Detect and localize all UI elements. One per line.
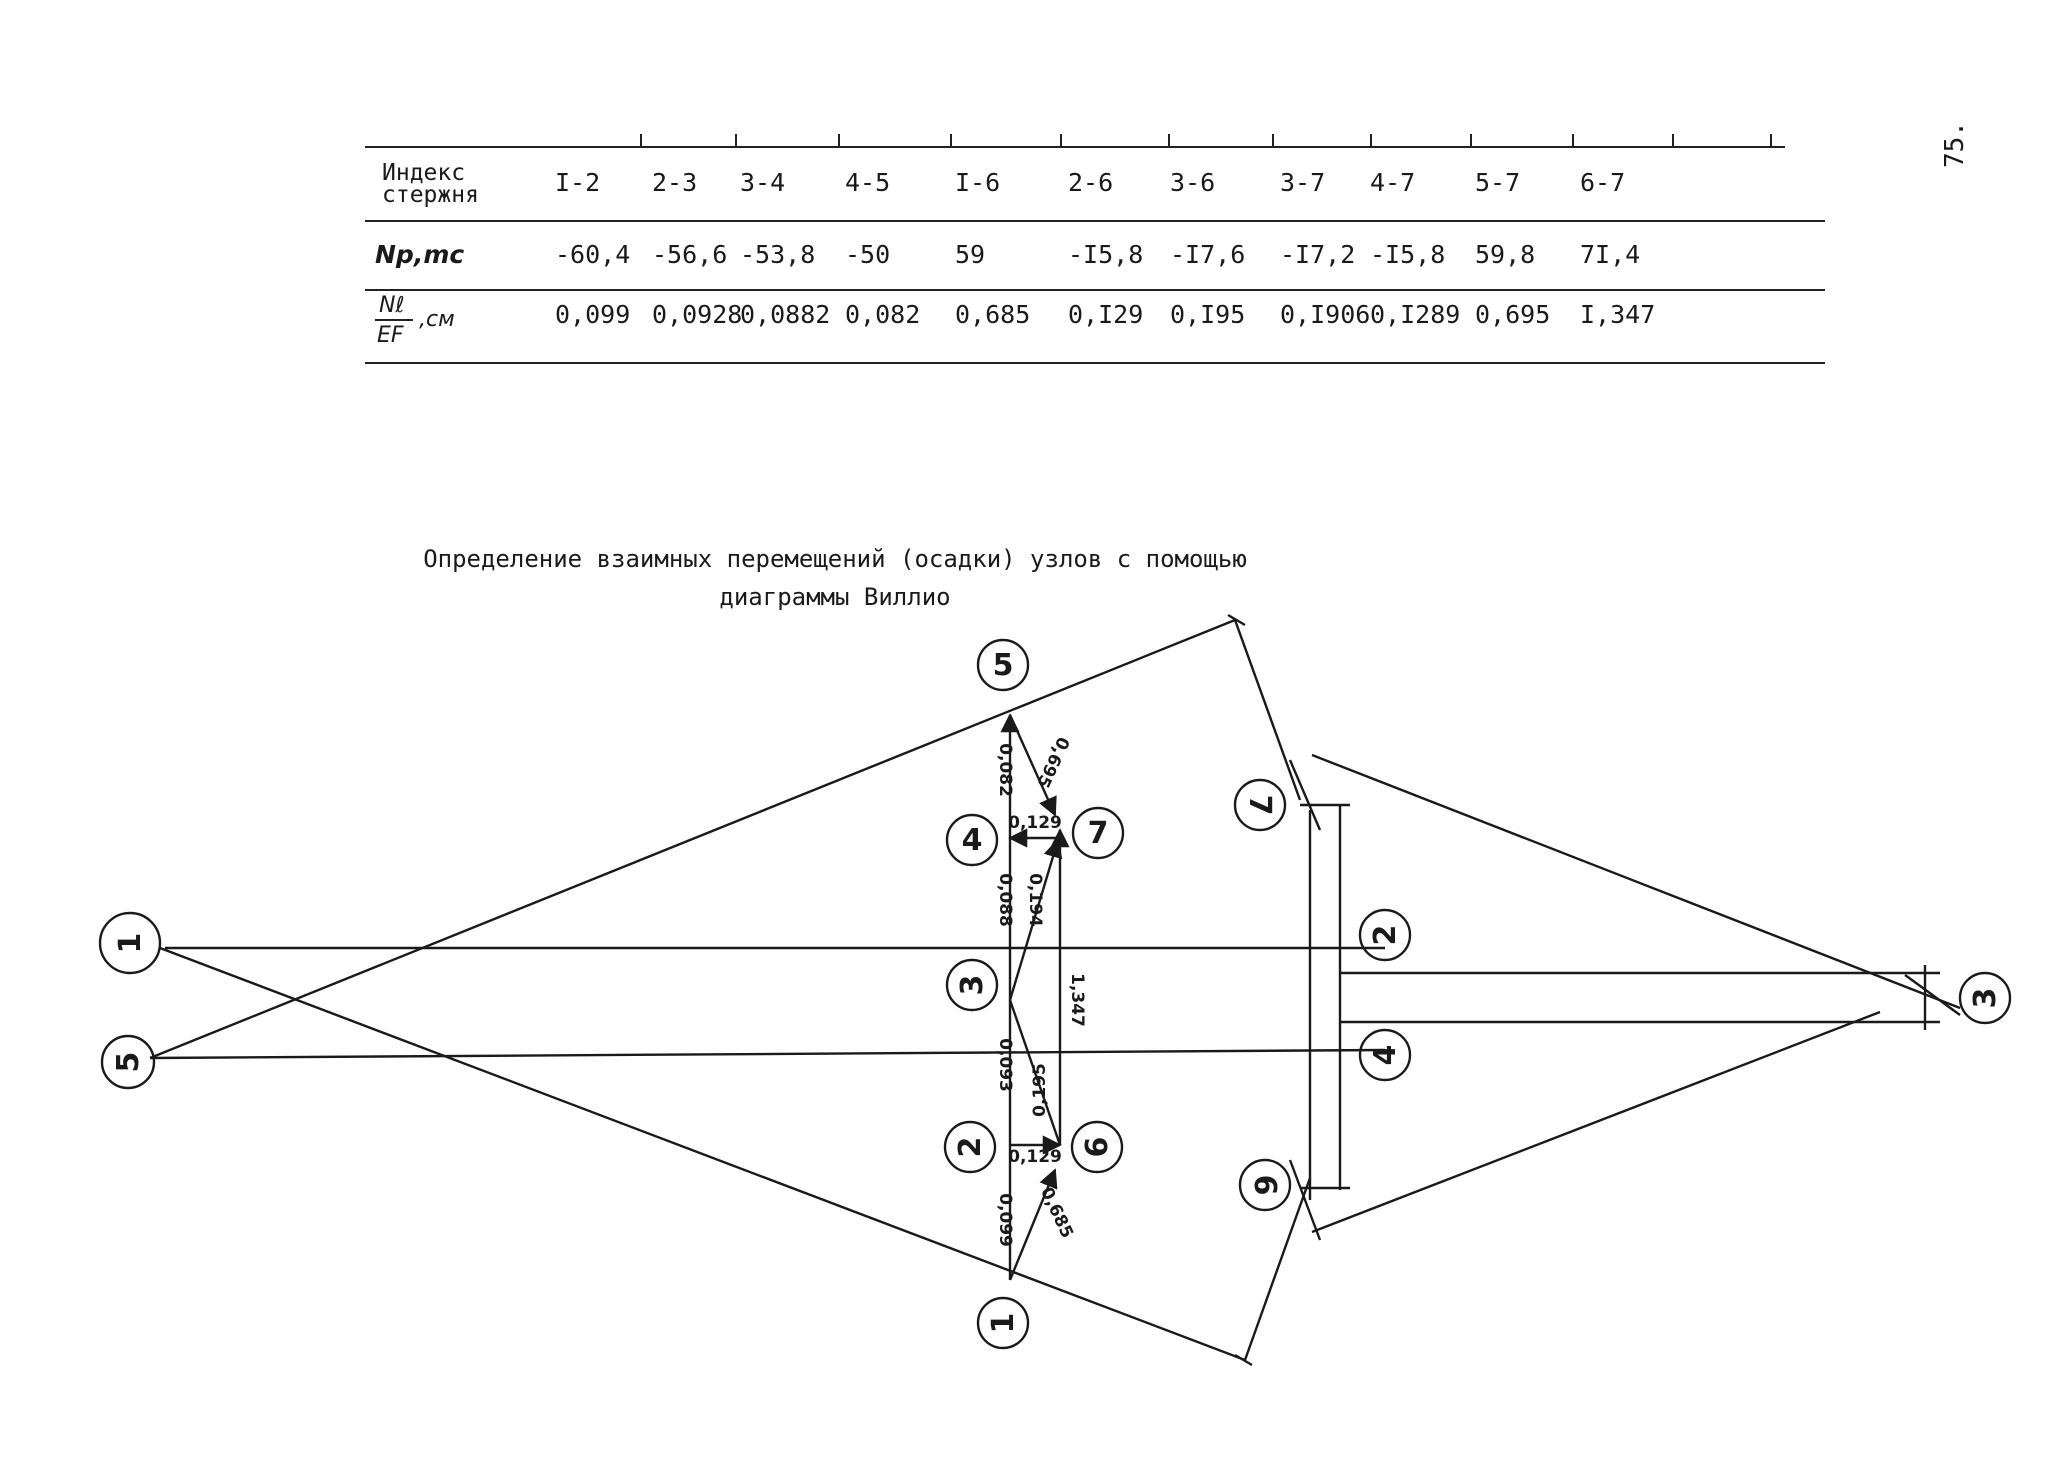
elongation-value: 0,I29 [1068,300,1144,329]
node-label-left-5: 5 [111,1051,146,1073]
value-label-2-3: 0,093 [995,1038,1015,1092]
force-value: 59,8 [1475,240,1536,269]
elongation-value: 0,099 [555,300,631,329]
column-header: I-6 [955,168,1001,197]
row-label-index-line2: стержня [382,182,479,208]
node-label-1: 1 [986,1312,1021,1334]
value-label-3-7: 0,194 [1025,873,1045,927]
node-label-right-2: 2 [1368,924,1403,946]
value-label-4-7: 0,129 [1008,813,1062,833]
rotation-line [1235,620,1300,800]
column-header: 2-3 [652,168,698,197]
force-value: -53,8 [740,240,816,269]
node-label-right-3: 3 [1968,987,2003,1009]
node-label-3: 3 [955,974,990,996]
value-label-3-4: 0,088 [995,873,1015,927]
node-label-4: 4 [961,823,983,858]
elongation-value: I,347 [1580,300,1656,329]
column-header: 3-7 [1280,168,1326,197]
value-label-2-6: 0,129 [1008,1147,1062,1167]
elong-numerator: Nℓ [379,293,405,318]
force-value: -I7,6 [1170,240,1246,269]
tick-line [1235,1355,1252,1365]
value-label-5-7: 0,695 [1032,733,1073,791]
title-line-2: диаграммы Виллио [719,583,951,611]
elongation-value: 0,I95 [1170,300,1246,329]
node-label-right-4: 4 [1368,1044,1403,1066]
node-label-7: 7 [1087,816,1109,851]
force-value: -I5,8 [1370,240,1446,269]
force-value: -50 [845,240,891,269]
displacement-line [150,1050,1385,1058]
column-header: 6-7 [1580,168,1626,197]
value-label-3-6: 0,195 [1030,1063,1050,1117]
elongation-value: 0,695 [1475,300,1551,329]
elongation-value: 0,082 [845,300,921,329]
tick-line [1290,1160,1320,1240]
force-value: -56,6 [652,240,728,269]
elongation-value: 0,685 [955,300,1031,329]
column-header: 4-7 [1370,168,1416,197]
node-label-5: 5 [992,648,1014,683]
node-label-right-6: 6 [1247,1174,1282,1196]
value-label-1-2: 0,099 [995,1193,1015,1247]
elongation-value: 0,0928 [652,300,743,329]
column-header: 2-6 [1068,168,1114,197]
value-label-4-5: 0,082 [995,743,1015,797]
force-value: -60,4 [555,240,631,269]
force-value: 59 [955,240,986,269]
row-label-force: Nр,mс [375,240,465,269]
column-header: 4-5 [845,168,891,197]
elong-denominator: EF [377,323,404,348]
elong-unit: ,см [419,307,455,332]
node-label-6: 6 [1080,1136,1115,1158]
elongation-value: 0,I906 [1280,300,1371,329]
rotation-line [1312,755,1960,1008]
value-label-6-7: 1,347 [1067,973,1087,1027]
node-label-right-7: 7 [1242,794,1277,816]
title-line-1: Определение взаимных перемещений (осадки) узлов с помощью [423,545,1247,573]
elongation-value: 0,I289 [1370,300,1461,329]
elongation-value: 0,0882 [740,300,831,329]
force-value: -I7,2 [1280,240,1356,269]
tick-line [1290,760,1320,830]
column-header: 3-6 [1170,168,1216,197]
value-label-1-6: 0,685 [1036,1184,1077,1242]
row-label-index-line1: Индекс [382,160,466,186]
tick-line [1905,975,1960,1015]
node-label-left-1: 1 [113,932,148,954]
column-header: 3-4 [740,168,786,197]
node-label-2: 2 [953,1136,988,1158]
force-value: -I5,8 [1068,240,1144,269]
page-number: 75. [1940,121,1970,168]
force-value: 7I,4 [1580,240,1641,269]
column-header: 5-7 [1475,168,1521,197]
column-header: I-2 [555,168,601,197]
